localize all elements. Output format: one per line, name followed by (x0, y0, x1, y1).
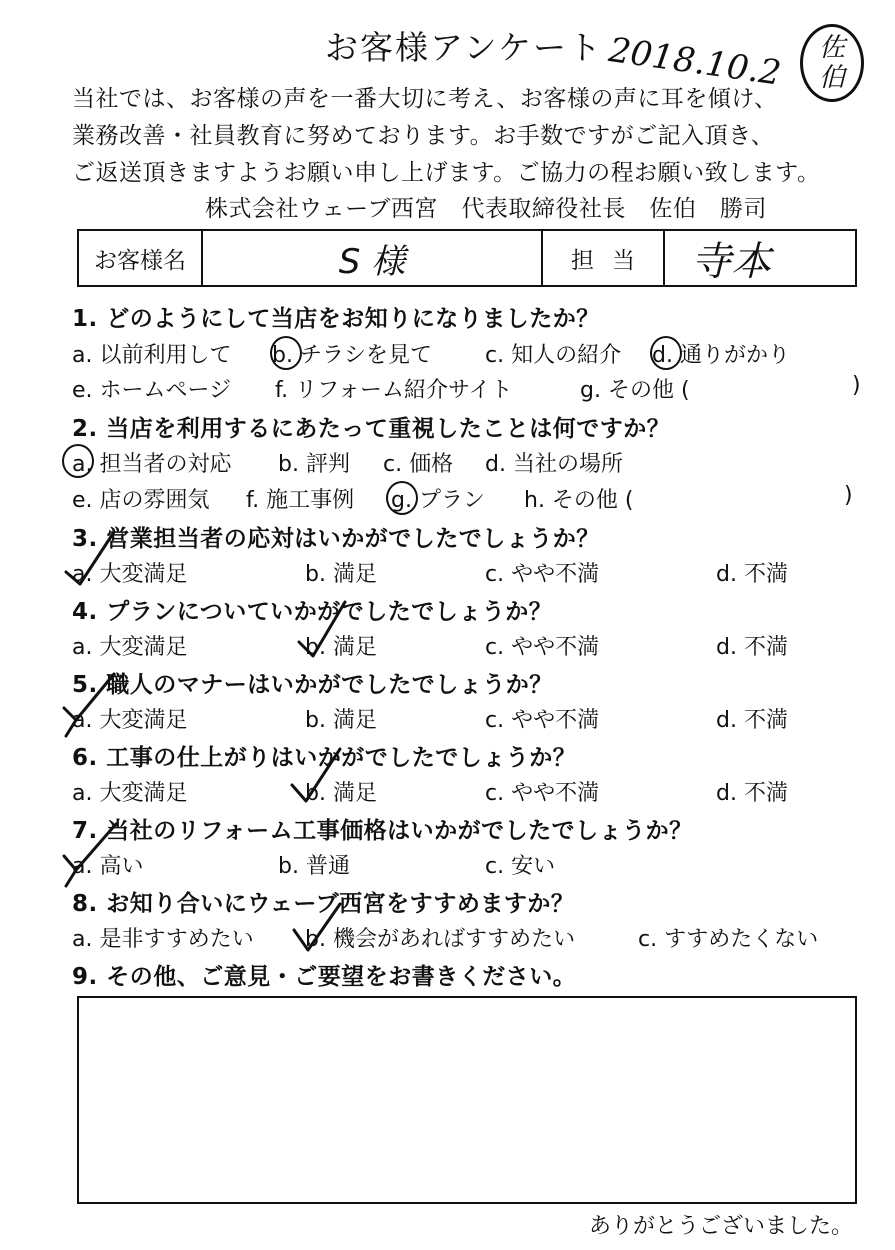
q1-option-g-close: ) (852, 373, 861, 398)
q1-option-e[interactable]: e. ホームページ (72, 378, 232, 403)
q2-option-f[interactable]: f. 施工事例 (246, 488, 355, 513)
q5-option-b[interactable]: b. 満足 (305, 708, 377, 733)
q8-check-mark (290, 900, 350, 958)
q4-option-a[interactable]: a. 大変満足 (72, 635, 188, 660)
q5-option-a[interactable]: a. 大変満足 (72, 708, 188, 733)
q2-option-a[interactable]: a. 担当者の対応 (72, 452, 232, 477)
customer-info-table (77, 229, 857, 287)
intro-line-2: 業務改善・社員教育に努めております。お手数ですがご記入頂き、 (72, 123, 775, 149)
q1-option-a[interactable]: a. 以前利用して (72, 343, 232, 368)
q2-option-c[interactable]: c. 価格 (383, 452, 454, 477)
q6-option-c[interactable]: c. やや不満 (485, 781, 600, 806)
q6-option-b[interactable]: b. 満足 (305, 781, 377, 806)
q1-option-d[interactable]: d. 通りがかり (652, 343, 790, 368)
staff-label: 担当 (543, 231, 665, 285)
company-signature: 株式会社ウェーブ西宮 代表取締役社長 佐伯 勝司 (205, 196, 767, 222)
q3-option-a[interactable]: a. 大変満足 (72, 562, 188, 587)
handwritten-date: 2018.10.2 (606, 30, 784, 94)
q6-check-mark (288, 745, 350, 805)
q5-option-d[interactable]: d. 不満 (716, 708, 788, 733)
question-9: 9. その他、ご意見・ご要望をお書きください。 (72, 964, 577, 990)
q3-option-c[interactable]: c. やや不満 (485, 562, 600, 587)
intro-line-1: 当社では、お客様の声を一番大切に考え、お客様の声に耳を傾け、 (72, 86, 778, 112)
q3-option-d[interactable]: d. 不満 (716, 562, 788, 587)
q7-check-mark (60, 820, 126, 890)
customer-name-value[interactable]: S 様 (203, 231, 543, 285)
q5-check-mark (60, 670, 122, 740)
q2-option-b[interactable]: b. 評判 (278, 452, 350, 477)
q7-option-a[interactable]: a. 高い (72, 854, 144, 879)
question-3: 3. 営業担当者の応対はいかがでしたでしょうか？ (72, 526, 600, 552)
q2-option-d[interactable]: d. 当社の場所 (485, 452, 623, 477)
q3-check-mark (62, 528, 122, 588)
q2-circle-a (62, 444, 94, 478)
q1-option-c[interactable]: c. 知人の紹介 (485, 343, 622, 368)
q6-option-a[interactable]: a. 大変満足 (72, 781, 188, 806)
q8-option-c[interactable]: c. すすめたくない (638, 927, 819, 952)
question-6: 6. 工事の仕上がりはいかがでしたでしょうか？ (72, 745, 577, 771)
question-5: 5. 職人のマナーはいかがでしたでしょうか？ (72, 672, 553, 698)
q1-option-b[interactable]: b. チラシを見て (272, 343, 432, 368)
q6-option-d[interactable]: d. 不満 (716, 781, 788, 806)
question-4: 4. プランについていかがでしたでしょうか？ (72, 599, 553, 625)
q5-option-c[interactable]: c. やや不満 (485, 708, 600, 733)
q4-option-b[interactable]: b. 満足 (305, 635, 377, 660)
survey-title: お客様アンケート (325, 28, 604, 67)
question-8: 8. お知り合いにウェーブ西宮をすすめますか？ (72, 891, 575, 917)
q4-option-c[interactable]: c. やや不満 (485, 635, 600, 660)
opinion-text-area[interactable] (77, 996, 857, 1204)
q2-option-e[interactable]: e. 店の雰囲気 (72, 488, 210, 513)
q2-option-h-close: ) (844, 483, 853, 508)
seal-stamp (800, 24, 864, 102)
q1-option-f[interactable]: f. リフォーム紹介サイト (275, 378, 513, 403)
q7-option-c[interactable]: c. 安い (485, 854, 556, 879)
q1-circle-d (650, 336, 682, 370)
closing-message: ありがとうございました。 (588, 1214, 853, 1239)
q8-option-a[interactable]: a. 是非すすめたい (72, 927, 254, 952)
staff-name-value[interactable]: 寺本 (691, 238, 771, 285)
q1-option-g[interactable]: g. その他 ( (580, 378, 690, 403)
q4-check-mark (295, 598, 355, 660)
q2-circle-g (386, 481, 418, 515)
customer-name-label: お客様名 (79, 231, 203, 285)
q2-option-g[interactable]: g. プラン (391, 488, 485, 513)
question-7: 7. 当社のリフォーム工事価格はいかがでしたでしょうか？ (72, 818, 693, 844)
intro-line-3: ご返送頂きますようお願い申し上げます。ご協力の程お願い致します。 (72, 160, 821, 186)
question-1: 1. どのようにして当店をお知りになりましたか？ (72, 306, 600, 332)
q8-option-b[interactable]: b. 機会があればすすめたい (305, 927, 576, 952)
q1-circle-b (270, 336, 302, 370)
q7-option-b[interactable]: b. 普通 (278, 854, 350, 879)
q4-option-d[interactable]: d. 不満 (716, 635, 788, 660)
question-2: 2. 当店を利用するにあたって重視したことは何ですか？ (72, 416, 671, 442)
q2-option-h[interactable]: h. その他 ( (524, 488, 634, 513)
stamp-char-2: 伯 (818, 63, 845, 93)
stamp-char-1: 佐 (818, 33, 845, 63)
q3-option-b[interactable]: b. 満足 (305, 562, 377, 587)
